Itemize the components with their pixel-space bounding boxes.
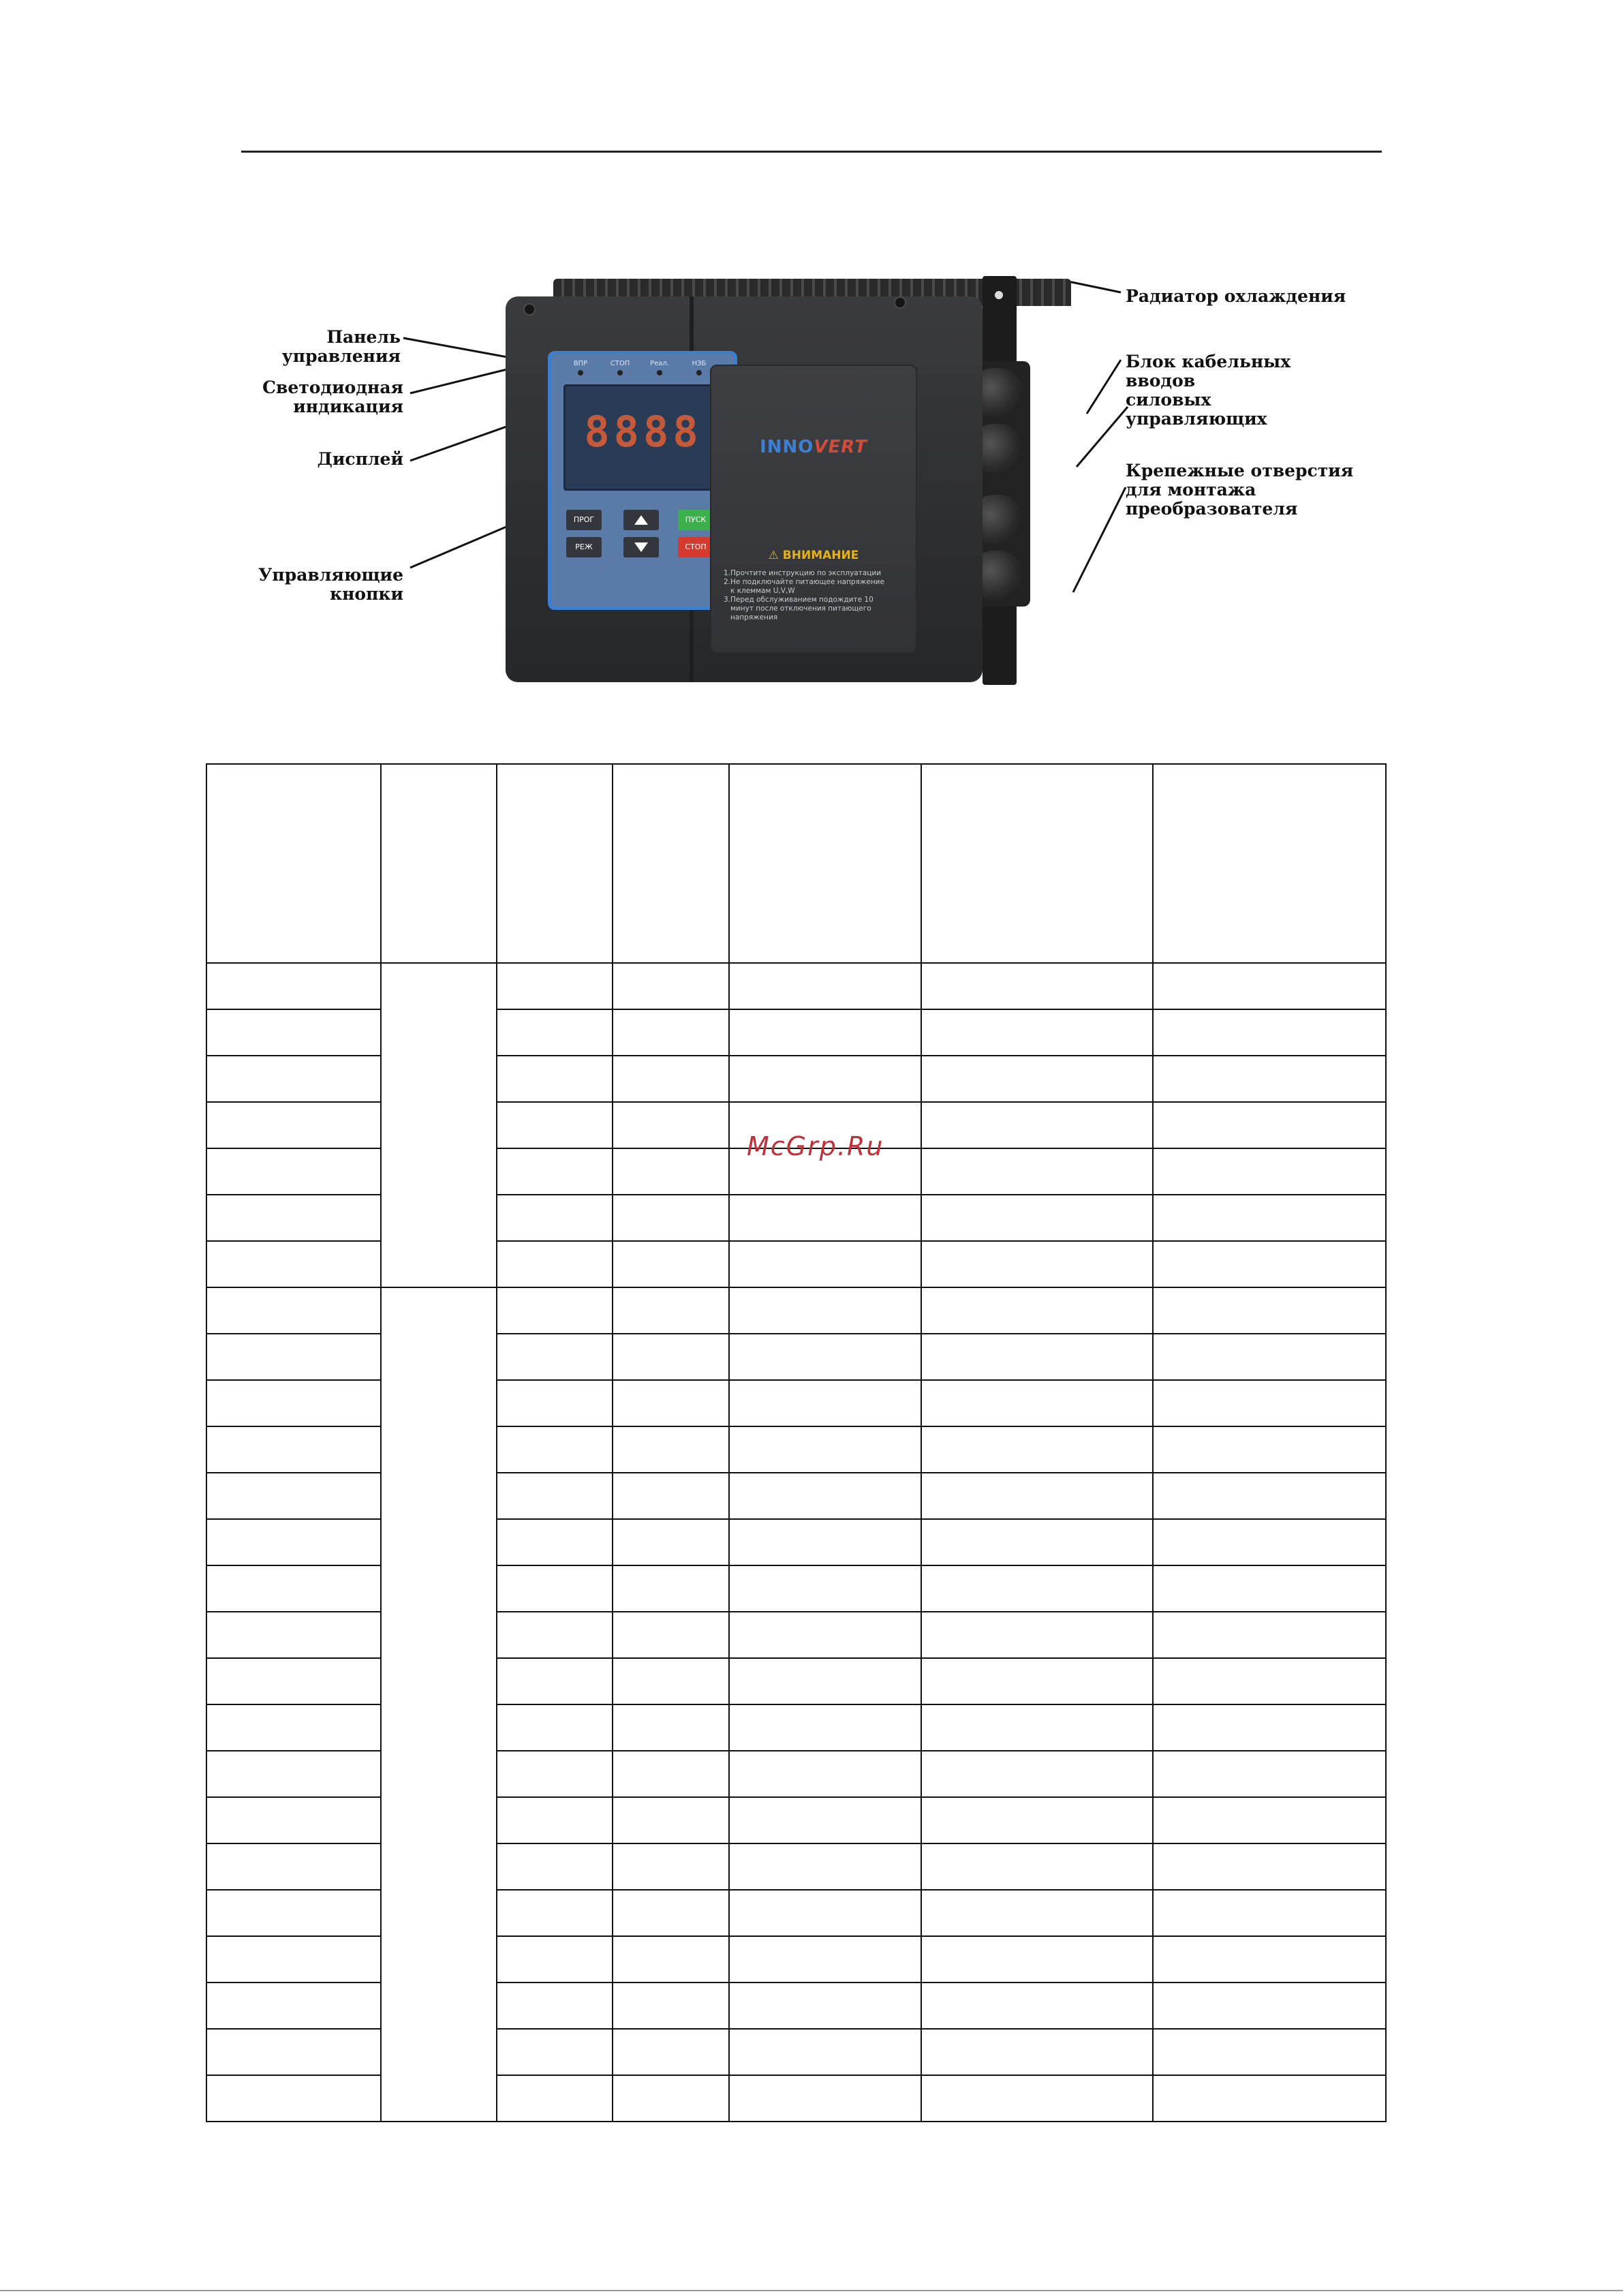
table-cell (1153, 1473, 1386, 1519)
table-cell (1153, 1241, 1386, 1287)
mounting-hole (995, 291, 1003, 299)
table-cell (497, 1334, 613, 1380)
table-cell (729, 1519, 921, 1565)
table-cell (206, 1704, 381, 1751)
callout-control-buttons: Управляющие кнопки (258, 565, 403, 604)
table-cell (381, 963, 497, 1287)
leader-holes (1073, 487, 1126, 592)
table-cell (1153, 1658, 1386, 1704)
table-cell (729, 1334, 921, 1380)
callout-cable-glands: Блок кабельных вводов силовых управляющих (1126, 352, 1291, 429)
table-cell (497, 1426, 613, 1473)
table-cell (206, 1102, 381, 1148)
table-cell (729, 1195, 921, 1241)
table-cell (729, 1797, 921, 1843)
table-cell (613, 1704, 729, 1751)
table-cell (613, 1056, 729, 1102)
table-cell (613, 1797, 729, 1843)
table-cell (497, 1102, 613, 1148)
table-cell (497, 1565, 613, 1612)
table-header-cell (381, 764, 497, 963)
table-cell (613, 1936, 729, 1983)
table-cell (1153, 1612, 1386, 1658)
table-cell (497, 1380, 613, 1426)
table-cell (497, 1009, 613, 1056)
front-cover (710, 365, 917, 654)
table-cell (729, 1658, 921, 1704)
table-cell (1153, 1936, 1386, 1983)
table-cell (729, 1843, 921, 1890)
table-cell (613, 1195, 729, 1241)
table-cell (729, 2029, 921, 2075)
stop-button: СТОП (678, 537, 713, 557)
table-cell (613, 1287, 729, 1334)
table-cell (729, 1890, 921, 1936)
table-cell (921, 1751, 1153, 1797)
table-cell (921, 1983, 1153, 2029)
run-button: ПУСК (678, 510, 713, 530)
table-cell (1153, 2029, 1386, 2075)
table-cell (921, 1102, 1153, 1148)
screw-icon (523, 303, 536, 316)
table-cell (729, 1287, 921, 1334)
table-cell (497, 1658, 613, 1704)
table-cell (921, 1519, 1153, 1565)
table-cell (206, 1519, 381, 1565)
table-cell (729, 1936, 921, 1983)
table-cell (206, 1751, 381, 1797)
table-cell (381, 1287, 497, 2122)
table-cell (613, 1241, 729, 1287)
table-cell (921, 1843, 1153, 1890)
table-cell (497, 1287, 613, 1334)
table-cell (206, 2075, 381, 2122)
table-cell (613, 1658, 729, 1704)
table-cell (497, 2075, 613, 2122)
table-cell (613, 1612, 729, 1658)
table-cell (921, 963, 1153, 1009)
footer-rule (0, 2290, 1623, 2291)
callout-radiator: Радиатор охлаждения (1126, 286, 1346, 306)
table-cell (729, 1241, 921, 1287)
table-cell (613, 1843, 729, 1890)
table-cell (729, 1009, 921, 1056)
table-cell (206, 2029, 381, 2075)
table-cell (497, 1195, 613, 1241)
table-cell (613, 1519, 729, 1565)
table-cell (206, 1890, 381, 1936)
table-cell (729, 1056, 921, 1102)
table-cell (206, 1148, 381, 1195)
table-cell (613, 1473, 729, 1519)
table-cell (206, 1612, 381, 1658)
table-header-cell (921, 764, 1153, 963)
table-cell (729, 1983, 921, 2029)
table-cell (921, 1287, 1153, 1334)
table-cell (921, 1148, 1153, 1195)
table-cell (613, 1565, 729, 1612)
table-row (206, 963, 1386, 1009)
table-cell (1153, 1287, 1386, 1334)
table-cell (1153, 1148, 1386, 1195)
table-header-cell (1153, 764, 1386, 963)
table-cell (729, 1751, 921, 1797)
arrow-down-icon (634, 542, 648, 552)
table-cell (497, 963, 613, 1009)
table-cell (497, 1704, 613, 1751)
table-cell (1153, 1009, 1386, 1056)
table-cell (206, 1473, 381, 1519)
watermark: McGrp.Ru (747, 1131, 884, 1161)
table-header-cell (497, 764, 613, 963)
table-cell (206, 1983, 381, 2029)
led-indicators (563, 360, 722, 380)
warning-title: ⚠ ВНИМАНИЕ (768, 549, 859, 562)
table-header-cell (729, 764, 921, 963)
table-cell (206, 1056, 381, 1102)
table-cell (1153, 1890, 1386, 1936)
table-cell (497, 2029, 613, 2075)
table-cell (497, 1843, 613, 1890)
table-cell (1153, 963, 1386, 1009)
table-cell (497, 1056, 613, 1102)
led-indicator: Реал. (643, 360, 677, 376)
table-cell (1153, 1983, 1386, 2029)
table-header-row (206, 764, 1386, 963)
table-cell (729, 1704, 921, 1751)
table-cell (497, 1890, 613, 1936)
led-indicator: ВПР (563, 360, 598, 376)
table-cell (1153, 1704, 1386, 1751)
table-cell (729, 1612, 921, 1658)
table-cell (921, 1612, 1153, 1658)
table-cell (613, 1009, 729, 1056)
table-cell (921, 1704, 1153, 1751)
leader-glands-1 (1087, 360, 1121, 414)
callout-display: Дисплей (317, 449, 403, 469)
table-cell (1153, 1195, 1386, 1241)
table-cell (206, 1334, 381, 1380)
prog-button: ПРОГ (566, 510, 602, 530)
callout-mounting-holes: Крепежные отверстия для монтажа преобразователя (1126, 461, 1354, 519)
callout-control-panel: Панель управления (281, 327, 401, 366)
control-panel (548, 351, 737, 610)
table-cell (613, 1334, 729, 1380)
table-cell (1153, 2075, 1386, 2122)
led-indicator: НЗБ (682, 360, 716, 376)
table-cell (206, 1009, 381, 1056)
table-cell (206, 1195, 381, 1241)
table-cell (613, 1102, 729, 1148)
table-cell (206, 963, 381, 1009)
table-cell (1153, 1334, 1386, 1380)
header-rule (241, 151, 1382, 153)
led-indicator: СТОП (603, 360, 637, 376)
table-cell (497, 1751, 613, 1797)
table-cell (206, 1380, 381, 1426)
table-cell (1153, 1565, 1386, 1612)
table-cell (729, 1565, 921, 1612)
table-cell (613, 2029, 729, 2075)
table-cell (921, 2075, 1153, 2122)
table-cell (497, 1612, 613, 1658)
table-cell (921, 1658, 1153, 1704)
table-cell (613, 1426, 729, 1473)
table-cell (921, 1380, 1153, 1426)
leader-glands-2 (1077, 407, 1128, 467)
table-cell (613, 1380, 729, 1426)
table-cell (921, 1565, 1153, 1612)
table-cell (921, 1009, 1153, 1056)
table-cell (497, 1936, 613, 1983)
table-cell (921, 1056, 1153, 1102)
table-cell (613, 1890, 729, 1936)
inverter-device-image (485, 262, 1078, 699)
table-cell (921, 1797, 1153, 1843)
table-cell (921, 1195, 1153, 1241)
brand-logo: INNOVERT (760, 437, 867, 457)
table-cell (921, 2029, 1153, 2075)
table-header-cell (206, 764, 381, 963)
table-cell (1153, 1426, 1386, 1473)
table-cell (921, 1241, 1153, 1287)
table-header-cell (613, 764, 729, 963)
specification-table (206, 763, 1387, 2122)
product-figure (232, 262, 1356, 699)
callout-led-indication: Светодиодная индикация (262, 378, 403, 416)
display-readout: 8888 (584, 407, 702, 457)
table-cell (1153, 1519, 1386, 1565)
down-button (623, 537, 659, 557)
table-cell (497, 1983, 613, 2029)
mode-button: РЕЖ (566, 537, 602, 557)
table-cell (497, 1473, 613, 1519)
table-cell (497, 1797, 613, 1843)
table-cell (1153, 1751, 1386, 1797)
table-cell (921, 1334, 1153, 1380)
table-cell (1153, 1102, 1386, 1148)
table-cell (206, 1426, 381, 1473)
table-cell (1153, 1843, 1386, 1890)
table-cell (497, 1241, 613, 1287)
table-cell (1153, 1056, 1386, 1102)
table-cell (921, 1936, 1153, 1983)
table-cell (729, 1380, 921, 1426)
table-cell (613, 2075, 729, 2122)
screw-icon (894, 296, 906, 309)
table-cell (206, 1936, 381, 1983)
arrow-up-icon (634, 515, 648, 525)
table-cell (729, 963, 921, 1009)
table-cell (1153, 1797, 1386, 1843)
warning-text: 1.Прочтите инструкцию по эксплуатации 2.Не подключайте питающее напряжение к клеммам U,V,W 3.Перед обслуживанием подождите 10 минут после отключения питающего напряжения (724, 569, 884, 622)
table-cell (206, 1241, 381, 1287)
table-cell (613, 1751, 729, 1797)
seven-segment-display (563, 384, 723, 491)
table-cell (729, 2075, 921, 2122)
table-cell (206, 1797, 381, 1843)
table-cell (1153, 1380, 1386, 1426)
up-button (623, 510, 659, 530)
table-cell (921, 1890, 1153, 1936)
table-cell (206, 1658, 381, 1704)
table-cell (921, 1426, 1153, 1473)
table-cell (729, 1426, 921, 1473)
table-cell (206, 1287, 381, 1334)
table-cell (206, 1565, 381, 1612)
table-cell (729, 1473, 921, 1519)
table-cell (497, 1148, 613, 1195)
table-cell (497, 1519, 613, 1565)
table-cell (921, 1473, 1153, 1519)
table-row (206, 1287, 1386, 1334)
table-cell (206, 1843, 381, 1890)
table-cell (613, 1148, 729, 1195)
table-cell (613, 963, 729, 1009)
table-cell (613, 1983, 729, 2029)
